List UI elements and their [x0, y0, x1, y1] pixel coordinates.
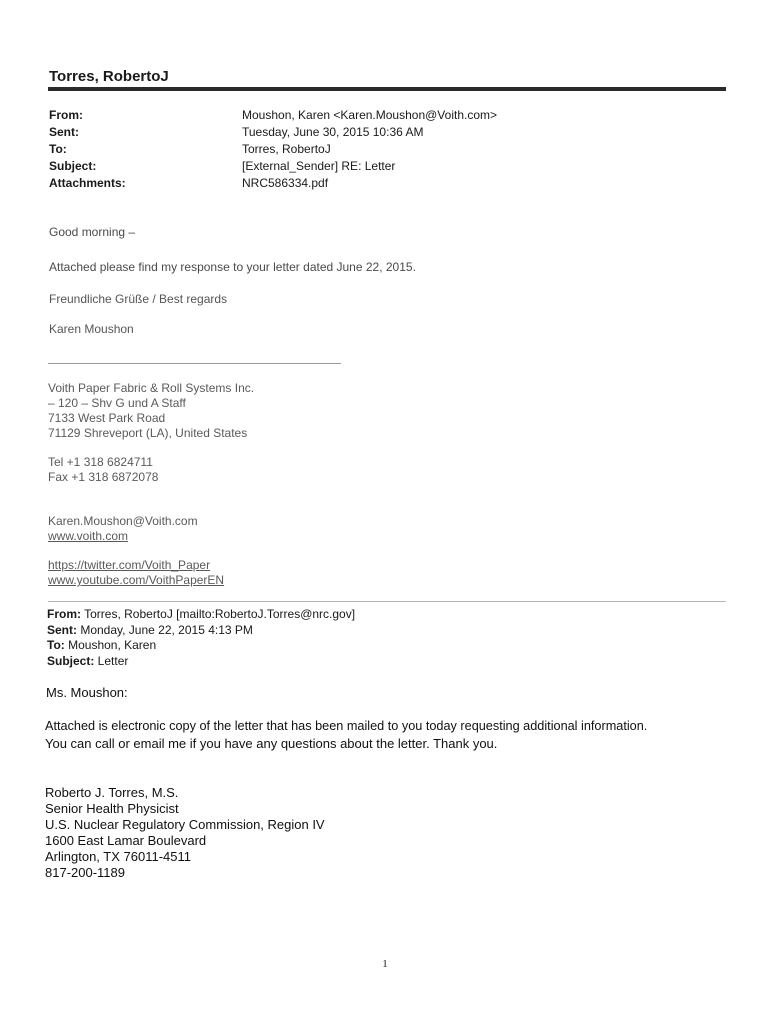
subject-value: [External_Sender] RE: Letter [242, 159, 396, 173]
orig-subject-line [47, 654, 128, 670]
from-label: From: [49, 108, 83, 122]
sig-email[interactable]: Karen.Moushon@Voith.com [48, 514, 198, 528]
orig-sig-title: Senior Health Physicist [45, 801, 179, 816]
orig-sig-city: Arlington, TX 76011-4511 [45, 849, 191, 864]
orig-body-line-1: Attached is electronic copy of the letter that has been mailed to you today requesting additional information. [45, 719, 648, 733]
to-label: To: [49, 142, 67, 156]
orig-from-label: From: [47, 607, 81, 621]
orig-sent-label: Sent: [47, 623, 77, 637]
sig-company: Voith Paper Fabric & Roll Systems Inc. [48, 381, 255, 395]
from-value: Moushon, Karen <Karen.Moushon@Voith.com> [242, 108, 497, 122]
orig-from-line [47, 607, 355, 623]
orig-from-value: Torres, RobertoJ [mailto:RobertoJ.Torres@nrc.gov] [81, 607, 356, 621]
reply-sender-name: Karen Moushon [49, 322, 134, 336]
orig-to-line [47, 638, 156, 654]
page-number: 1 [382, 958, 388, 970]
orig-sig-phone: 817-200-1189 [45, 865, 125, 880]
sent-value: Tuesday, June 30, 2015 10:36 AM [242, 125, 424, 139]
sig-department: – 120 – Shv G und A Staff [48, 396, 186, 410]
sig-street: 7133 West Park Road [48, 411, 166, 425]
sig-fax: Fax +1 318 6872078 [48, 470, 159, 484]
orig-sig-street: 1600 East Lamar Boulevard [45, 833, 207, 848]
orig-subject-value: Letter [94, 654, 129, 668]
orig-sig-org: U.S. Nuclear Regulatory Commission, Region IV [45, 817, 325, 832]
sig-city: 71129 Shreveport (LA), United States [48, 426, 248, 440]
sent-label: Sent: [49, 125, 79, 139]
attachments-label: Attachments: [49, 176, 126, 190]
orig-to-label: To: [47, 638, 65, 652]
orig-salutation: Ms. Moushon: [46, 685, 128, 700]
sig-twitter-link[interactable]: https://twitter.com/Voith_Paper [48, 558, 211, 572]
sig-youtube-link[interactable]: www.youtube.com/VoithPaperEN [48, 573, 225, 587]
sig-tel: Tel +1 318 6824711 [48, 455, 153, 469]
signature-divider [48, 363, 341, 364]
orig-to-value: Moushon, Karen [64, 638, 157, 652]
reply-message: Attached please find my response to your letter dated June 22, 2015. [49, 260, 416, 274]
subject-label: Subject: [49, 159, 97, 173]
to-value: Torres, RobertoJ [242, 142, 331, 156]
reply-regards: Freundliche Grüße / Best regards [49, 292, 228, 306]
orig-subject-label: Subject: [47, 654, 95, 668]
orig-sent-value: Monday, June 22, 2015 4:13 PM [77, 623, 253, 637]
forward-divider [48, 601, 726, 602]
attachment-file-link[interactable]: NRC586334.pdf [242, 176, 329, 190]
orig-sent-line [47, 623, 253, 639]
reply-greeting: Good morning – [49, 225, 136, 239]
orig-sig-name: Roberto J. Torres, M.S. [45, 785, 179, 800]
sig-website-link[interactable]: www.voith.com [48, 529, 129, 543]
title-rule [48, 87, 726, 91]
orig-body-line-2: You can call or email me if you have any questions about the letter. Thank you. [45, 736, 498, 751]
email-owner-title: Torres, RobertoJ [49, 68, 169, 85]
